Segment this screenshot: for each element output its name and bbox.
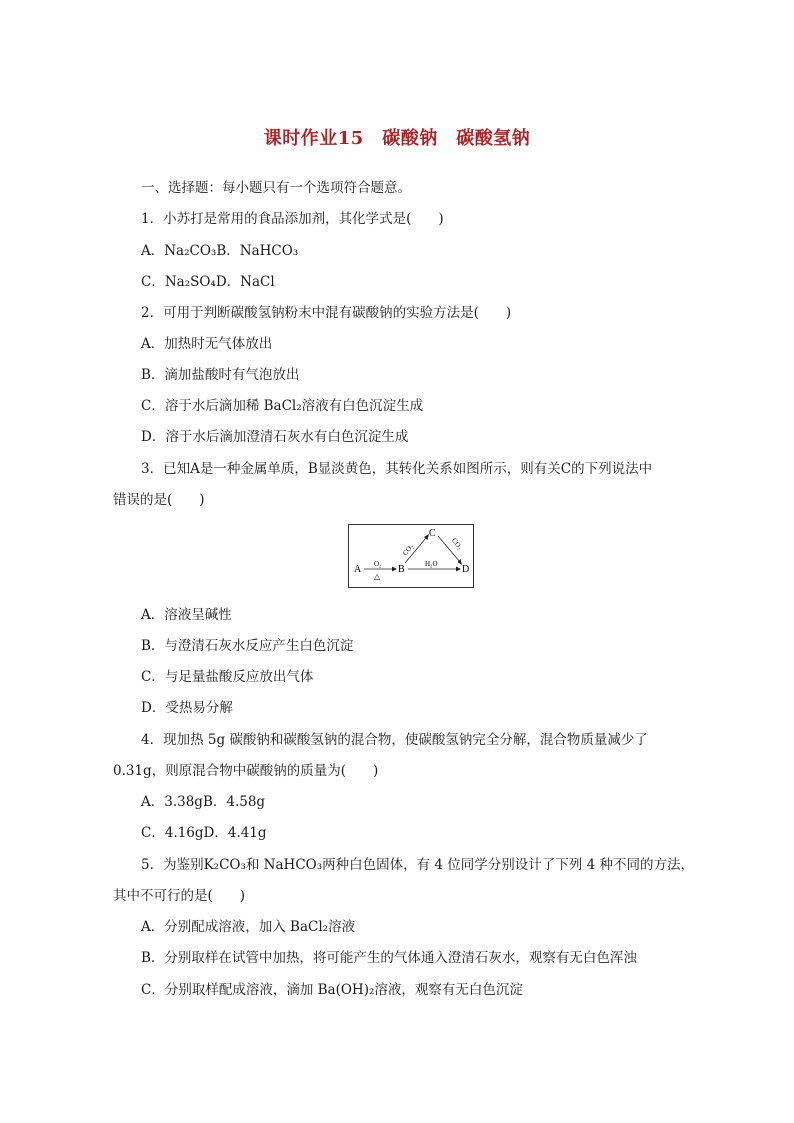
question-3-option-b: B．与澄清石灰水反应产生白色沉淀 — [141, 638, 354, 654]
question-4-stem-line1: 4．现加热 5g 碳酸钠和碳酸氢钠的混合物，使碳酸氢钠完全分解，混合物质量减少了 — [141, 732, 648, 748]
question-4-option-ab: A．3.38gB．4.58g — [141, 794, 266, 810]
question-1-option-ab: A．Na₂CO₃B．NaHCO₃ — [141, 243, 299, 259]
question-4-option-cd: C．4.16gD．4.41g — [141, 825, 267, 841]
section-heading: 一、选择题：每小题只有一个选项符合题意。 — [141, 180, 411, 196]
question-1-option-cd: C．Na₂SO₄D．NaCl — [141, 274, 275, 290]
question-5-stem-line2: 其中不可行的是( ) — [113, 888, 246, 904]
label-bd: H₂O — [425, 560, 438, 568]
question-2-option-d: D．溶于水后滴加澄清石灰水有白色沉淀生成 — [141, 429, 409, 445]
question-2-stem: 2．可用于判断碳酸氢钠粉末中混有碳酸钠的实验方法是( ) — [141, 305, 512, 321]
question-3-stem-line2: 错误的是( ) — [113, 492, 205, 508]
question-3-option-c: C．与足量盐酸反应放出气体 — [141, 669, 314, 685]
question-3-stem-line1: 3．已知A是一种金属单质，B显淡黄色，其转化关系如图所示，则有关C的下列说法中 — [141, 461, 653, 477]
question-5-stem-line1: 5．为鉴别K₂CO₃和 NaHCO₃两种白色固体，有 4 位同学分别设计了下列 4 种不同的方法， — [141, 857, 694, 873]
page-title: 课时作业15 碳酸钠 碳酸氢钠 — [263, 128, 531, 149]
label-ab-bottom: △ — [374, 572, 381, 581]
label-cd: CO₂ — [449, 536, 464, 551]
node-c: C — [429, 528, 436, 539]
label-ab-top: O₂ — [374, 560, 382, 568]
question-3-option-d: D．受热易分解 — [141, 700, 233, 716]
reaction-diagram — [348, 524, 474, 588]
question-1-stem: 1．小苏打是常用的食品添加剂，其化学式是( ) — [141, 211, 444, 227]
question-3-option-a: A．溶液呈碱性 — [141, 607, 232, 623]
label-bc: CO₂ — [401, 542, 416, 558]
question-2-option-a: A．加热时无气体放出 — [141, 336, 273, 352]
question-5-option-b: B．分别取样在试管中加热，将可能产生的气体通入澄清石灰水，观察有无白色浑浊 — [141, 950, 637, 966]
arrow-ab-head — [392, 567, 397, 572]
question-5-option-c: C．分别取样配成溶液，滴加 Ba(OH)₂溶液，观察有无白色沉淀 — [141, 982, 523, 998]
node-a: A — [354, 564, 362, 575]
question-2-option-c: C．溶于水后滴加稀 BaCl₂溶液有白色沉淀生成 — [141, 398, 424, 414]
question-5-option-a: A．分别配成溶液，加入 BaCl₂溶液 — [141, 919, 356, 935]
node-b: B — [398, 564, 405, 575]
question-4-stem-line2: 0.31g，则原混合物中碳酸钠的质量为( ) — [113, 763, 379, 779]
question-2-option-b: B．滴加盐酸时有气泡放出 — [141, 367, 300, 383]
arrow-bd-head — [456, 567, 461, 572]
node-d: D — [462, 564, 470, 575]
